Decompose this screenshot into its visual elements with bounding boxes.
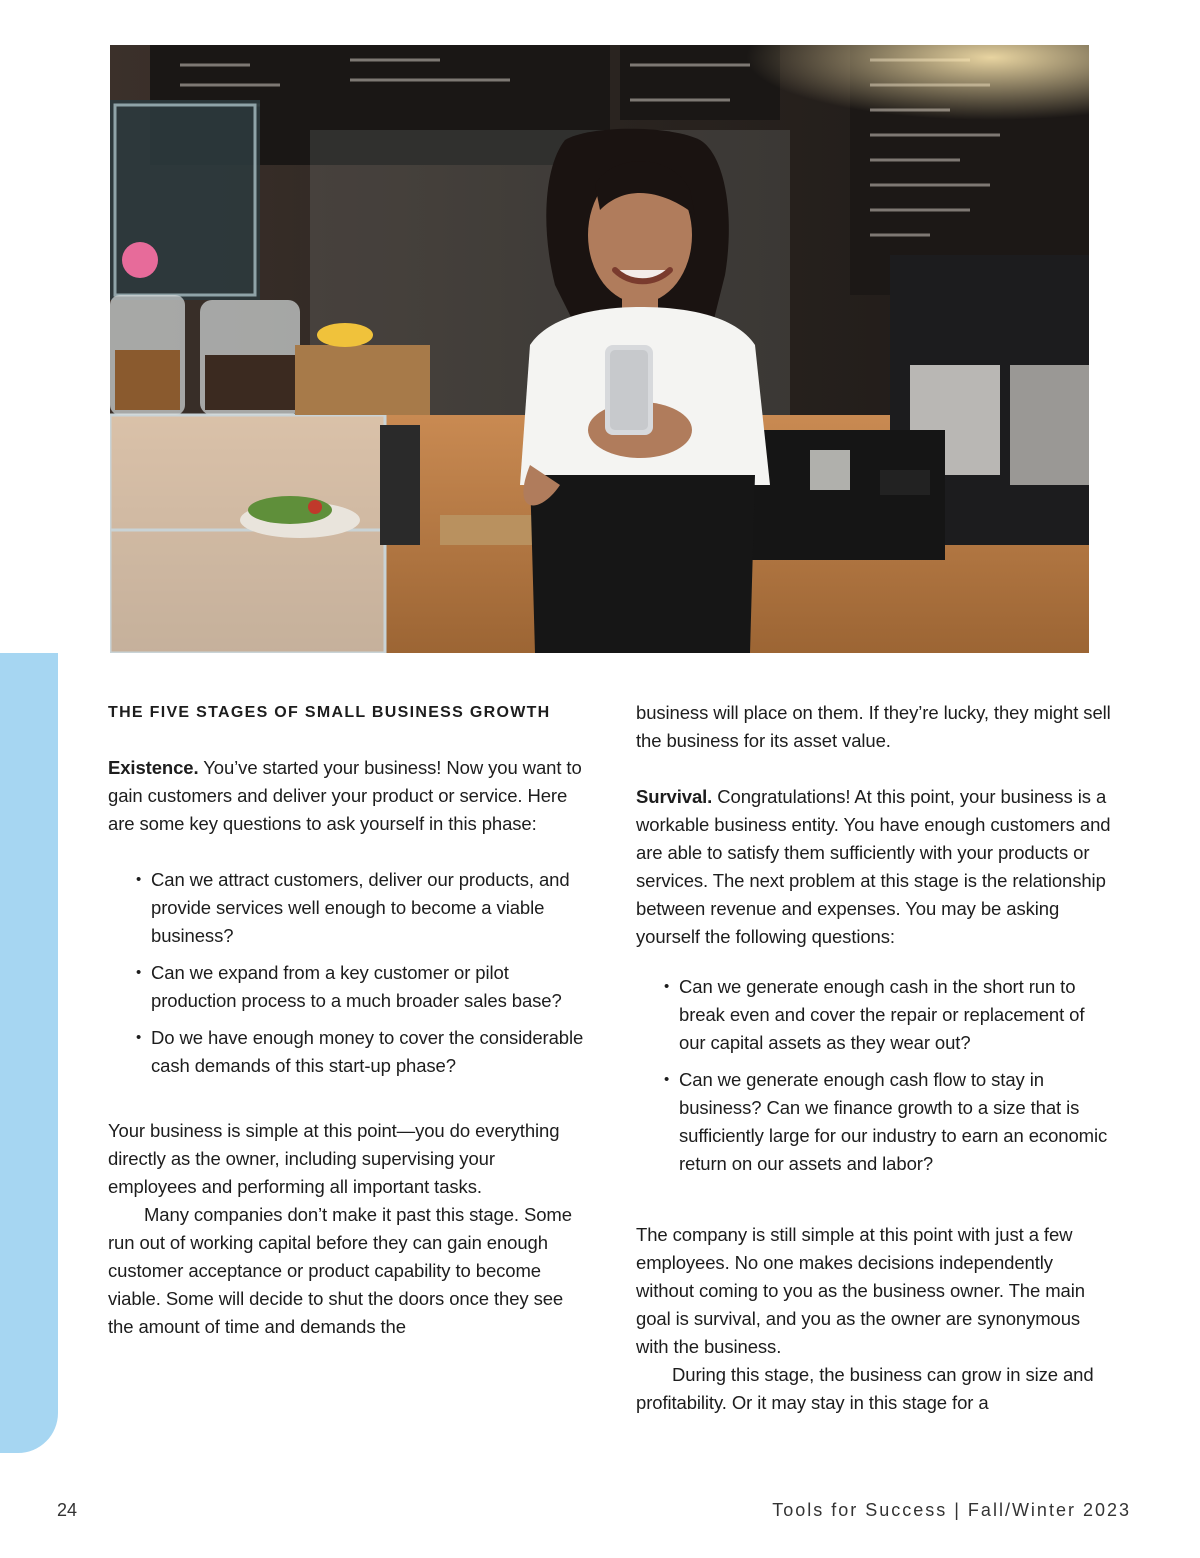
existence-text: You’ve started your business! Now you want to gain customers and deliver your product or service. Here are some key questions to ask yourself in this phase: (108, 757, 582, 834)
continued-paragraph: business will place on them. If they’re lucky, they might sell the business for its asset value. (636, 702, 1111, 751)
survival-questions (636, 973, 1114, 1178)
section-heading: THE FIVE STAGES OF SMALL BUSINESS GROWTH (108, 704, 551, 721)
existence-paragraph (108, 754, 586, 838)
list-item: • Can we expand from a key customer or pilot production process to a much broader sales base? (136, 959, 586, 1015)
cafe-photo (110, 45, 1089, 653)
existence-lead: Existence. (108, 757, 199, 778)
survival-lead: Survival. (636, 786, 713, 807)
publication-footer: Tools for Success | Fall/Winter 2023 (772, 1500, 1131, 1520)
body-paragraph: Your business is simple at this point—you do everything directly as the owner, including supervising your employees and performing all important tasks. (108, 1120, 560, 1197)
list-item: • Can we attract customers, deliver our products, and provide services well enough to become a viable business? (136, 866, 586, 950)
right-column (636, 699, 1114, 1417)
survival-text: Congratulations! At this point, your business is a workable business entity. You have enough customers and are able to satisfy them sufficiently with your products or services. The next problem at this stage is the relationship between revenue and expenses. You may be asking yourself the following questions: (636, 786, 1111, 947)
body-paragraph: Many companies don’t make it past this stage. Some run out of working capital before they can gain enough customer acceptance or product capability to become viable. Some will decide to shut the doors once they see the amount of time and demands the (108, 1204, 572, 1337)
body-paragraph: The company is still simple at this point with just a few employees. No one makes decisions independently without coming to you as the business owner. The main goal is survival, and you as the owner are synonymous with the business. (636, 1224, 1085, 1357)
survival-paragraph (636, 783, 1114, 951)
list-item: • Do we have enough money to cover the considerable cash demands of this start-up phase? (136, 1024, 586, 1080)
left-column (108, 699, 586, 1341)
decorative-side-tab (0, 653, 58, 1453)
existence-questions (108, 866, 586, 1080)
body-paragraph: During this stage, the business can grow in size and profitability. Or it may stay in this stage for a (636, 1364, 1094, 1413)
list-item: • Can we generate enough cash in the short run to break even and cover the repair or replacement of our capital assets as they wear out? (664, 973, 1114, 1057)
list-item: • Can we generate enough cash flow to stay in business? Can we finance growth to a size that is sufficiently large for our industry to earn an economic return on our assets and labor? (664, 1066, 1114, 1178)
page-number: 24 (57, 1500, 78, 1520)
